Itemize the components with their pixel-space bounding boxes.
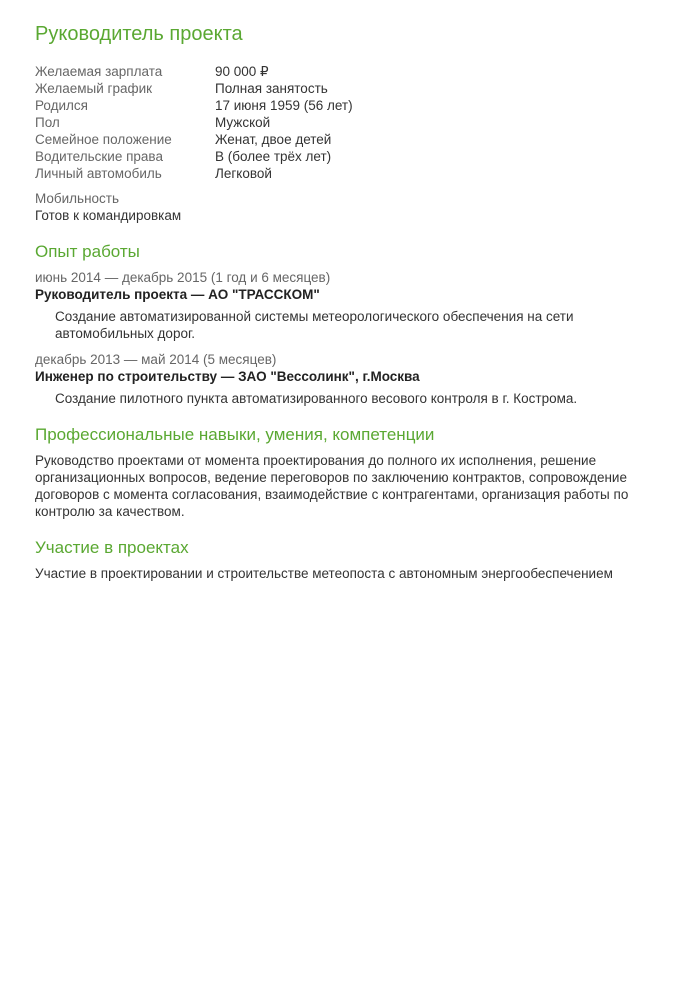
info-label-marital: Семейное положение [35,132,172,147]
skills-text: Руководство проектами от момента проектирования до полного их исполнения, решение организационных вопросов, ведение переговоров по заключению контрактов, сопровождение договоров с момента согласования, взаимодействие с контрагентами, организация работы по контролю за качеством. [35,453,629,519]
resume-title: Руководитель проекта [35,23,243,45]
info-label-birth: Родился [35,98,88,113]
info-label-schedule: Желаемый график [35,81,153,96]
info-value-car: Легковой [215,166,272,181]
job-description: Создание автоматизированной системы метеорологического обеспечения на сети автомобильных дорог. [55,309,574,341]
job-description: Создание пилотного пункта автоматизированного весового контроля в г. Кострома. [55,391,578,406]
projects-text: Участие в проектировании и строительстве метеопоста с автономным энергообеспечением [35,566,613,581]
experience-section-title: Опыт работы [35,242,140,261]
info-label-license: Водительские права [35,149,163,164]
job-period: декабрь 2013 — май 2014 (5 месяцев) [35,352,277,367]
mobility-value: Готов к командировкам [35,208,182,223]
info-value-salary: 90 000 ₽ [215,64,269,79]
info-value-marital: Женат, двое детей [215,132,332,147]
info-value-license: В (более трёх лет) [215,149,332,164]
job-position: Руководитель проекта — АО "ТРАССКОМ" [35,287,320,302]
info-label-gender: Пол [35,115,60,130]
job-entry [35,351,665,407]
job-entry [35,269,665,342]
personal-info-table [35,63,665,182]
mobility-block [35,190,665,224]
info-value-schedule: Полная занятость [215,81,328,96]
info-label-salary: Желаемая зарплата [35,64,163,79]
skills-section-title: Профессиональные навыки, умения, компетенции [35,425,435,444]
info-value-birth: 17 июня 1959 (56 лет) [215,98,353,113]
projects-section-title: Участие в проектах [35,538,189,557]
info-value-gender: Мужской [215,115,271,130]
job-position: Инженер по строительству — ЗАО "Вессолинк", г.Москва [35,369,420,384]
mobility-label: Мобильность [35,191,120,206]
info-label-car: Личный автомобиль [35,166,162,181]
job-period: июнь 2014 — декабрь 2015 (1 год и 6 месяцев) [35,270,331,285]
